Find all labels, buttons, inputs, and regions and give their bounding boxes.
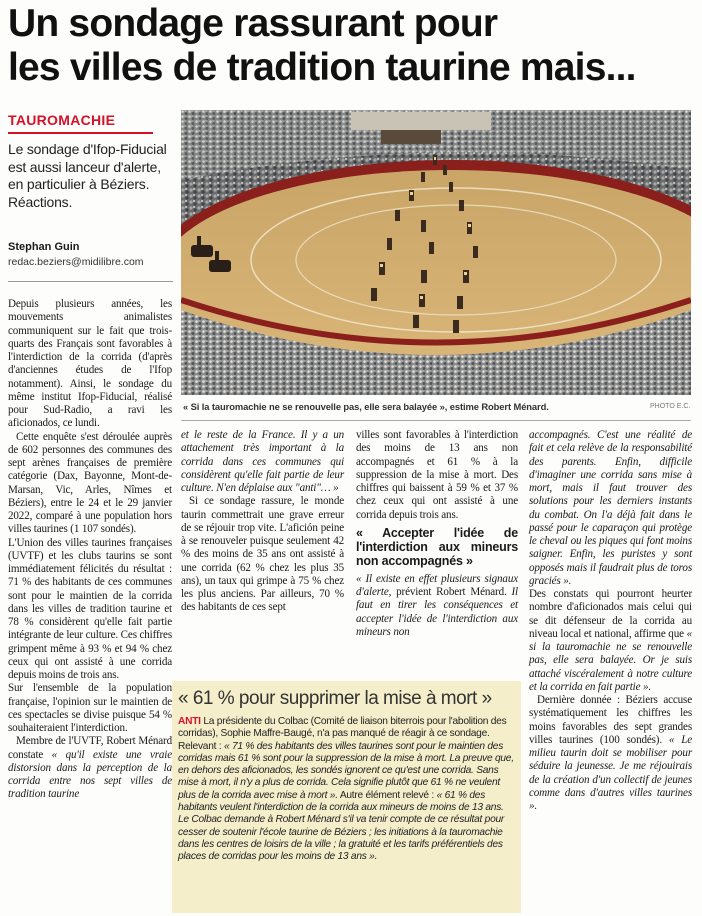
text-run: Membre de l'UVTF, Robert Ménard constate (8, 735, 172, 761)
quote-run: et le reste de la France. Il y a un attachement très important à la corrida dans ces communes qui considèrent qu'elle fait partie de leur culture. N'en déplaise aux "anti"… » (181, 429, 344, 494)
rubric-label: TAUROMACHIE (8, 112, 116, 128)
text-run: Des constats qui pourront heurter nombre d'aficionados mais celui qui se dit défenseur de la corrida au niveau local et national, affirme que (529, 588, 692, 640)
quote-run: « 61 % des habitants veulent l'interdiction de la corrida aux mineurs de moins de 13 ans. Le Colbac demande à Robert Ménard s'il va tenir compte de ce résultat pour cesser de soutenir l'école taurine de Béziers ; les initiations à la tauromachie dans les centres de loisirs de la ville ; la gratuité et les tarifs préférentiels des places de corridas pour les moins de 13 ans ». (178, 789, 505, 863)
standfirst: Le sondage d'Ifop-Fiducial est aussi lanceur d'alerte, en particulier à Béziers. Réactions. (8, 141, 167, 210)
text-run: Dernière donnée : Béziers accuse systématiquement les chiffres les moins favorables des sept grandes villes taurines (100 sondés). (529, 694, 692, 746)
paragraph: Cette enquête s'est déroulée auprès de 602 personnes des communes des sept arènes françaises de première catégorie (Dax, Bayonne, Mont-de-Marsan, Vic, Arles, Nîmes et Béziers), entre le 24 et le 29 janvier 2022, comparé à une population hors villes taurines (1 107 sondés). (8, 430, 172, 536)
quote-run: « qu'il existe une vraie distorsion dans la perception de la corrida entre nos sept villes de tradition taurine (8, 748, 172, 801)
paragraph: villes sont favorables à l'interdiction des moins de 13 ans non accompagnés et 61 % à la suppression de la mise à mort. Des chiffres qui baissent à 59 % et 37 % chez ceux qui ont assisté à une corrida depuis trois ans. (356, 429, 518, 521)
text-run: La présidente du Colbac (Comité de liaison biterrois pour l'abolition des corridas), Sophie Maffre-Baugé, n'a pas manqué de réagir à ce sondage. Relevant : (178, 716, 507, 752)
rubric-underline (8, 132, 153, 134)
photo-caption: « Si la tauromachie ne se renouvelle pas, elle sera balayée », estime Robert Ménard. (183, 401, 549, 412)
quote-run: « Il existe en effet plusieurs signaux d'alerte, (356, 572, 518, 598)
byline-email: redac.beziers@midilibre.com (8, 256, 144, 268)
caption-divider (181, 420, 691, 421)
headline-line-1: Un sondage rassurant pour (8, 2, 498, 45)
paragraph: Si ce sondage rassure, le monde taurin commettrait une grave erreur de se réjouir trop vite. L'afición peine à se renouveler puisque seulement 42 % des moins de 35 ans ont assisté à une corrida (62 % chez les plus 35 ans), un taux qui grimpe à 75 % chez les plus anciens. Par ailleurs, 70 % des habitants de ces sept (181, 495, 344, 614)
byline-divider (8, 281, 173, 282)
paragraph: Sur l'ensemble de la population française, l'opinion sur le maintien de ces spectacles se divise puisque 54 % souhaiteraient l'interdiction. (8, 682, 172, 734)
quote-run: « Le milieu taurin doit se mobiliser pour séduire la jeunesse. Je me réjouirais de la création d'un collectif de jeunes comme dans d'autres villes taurines ». (529, 733, 692, 812)
article-column-2 (181, 429, 344, 615)
quote-run: accompagnés. C'est une réalité de fait et cela relève de la responsabilité des parents. Enfin, difficile d'imaginer une corrida sans mise à mort, mais il faut trouver des solutions pour les derniers instants du combat. On l'a déjà fait dans le passé pour le caparaçon qui protège le cheval ou les piques qui font moins saigner. Enfin, les puristes y sont opposés mais il faudrait plus de toros graciés ». (529, 429, 692, 587)
byline-author: Stephan Guin (8, 241, 80, 253)
paragraph (8, 735, 172, 801)
article-column-3 (356, 429, 518, 639)
sidebar-box-lead: ANTI (178, 716, 201, 727)
paragraph (529, 694, 692, 813)
paragraph: L'Union des villes taurines françaises (UVTF) et les clubs taurins se sont immédiatement félicités du résultat : 71 % des habitants de ces communes sont pour le maintien de la corrida dans les villes de tradition taurine et 78 % considèrent qu'elle fait partie intégrante de leur culture. Ces chiffres grimpent même à 93 % et 94 % chez ceux qui ont assisté à une corrida depuis moins de trois ans. (8, 536, 172, 681)
photo-credit: PHOTO E.C. (650, 403, 691, 410)
text-run: prévient Robert Ménard. (391, 586, 512, 598)
article-column-1 (8, 298, 172, 802)
sidebar-box-body (178, 716, 515, 864)
sidebar-box-title: « 61 % pour supprimer la mise à mort » (178, 688, 492, 709)
headline-line-2: les villes de tradition taurine mais... (8, 46, 636, 89)
paragraph: Depuis plusieurs années, les mouvements animalistes communiquent sur le fait que trois-quarts des Français sont favorables à l'interdiction de la corrida (d'après d'anciennes études de l'Ifop notamment). Ainsi, le sondage du même institut Ifop-Fiducial, réalisé pour Sud-Radio, a ravi les aficionados, ce lundi. (8, 298, 172, 430)
paragraph (529, 429, 692, 588)
subheading: « Accepter l'idée de l'interdiction aux mineurs non accompagnés » (356, 525, 518, 568)
paragraph (356, 573, 518, 639)
quote-run: « 71 % des habitants des villes taurines sont pour le maintien des corridas mais 61 % sont pour la suppression de la mise à mort. La preuve que, en dehors des aficionados, les sondés ignorent ce qu'est une corrida. Sans mise à mort, il n'y a plus de corrida. Cela signifie plutôt que 61 % ne veulent plus de la corrida avec mise à mort ». (178, 740, 514, 801)
article-column-4 (529, 429, 692, 813)
headline (8, 2, 698, 90)
paragraph (181, 429, 344, 495)
bullring-photo (181, 110, 691, 395)
text-run: Autre élément relevé : (337, 789, 437, 801)
quote-run: Il faut en tirer les conséquences et accepter l'idée de l'interdiction aux mineurs non (356, 586, 518, 638)
paragraph (529, 588, 692, 694)
quote-run: « si la tauromachie ne se renouvelle pas, elle sera balayée. Or je suis attaché viscéralement à notre culture et la corrida en fait partie ». (529, 627, 692, 693)
